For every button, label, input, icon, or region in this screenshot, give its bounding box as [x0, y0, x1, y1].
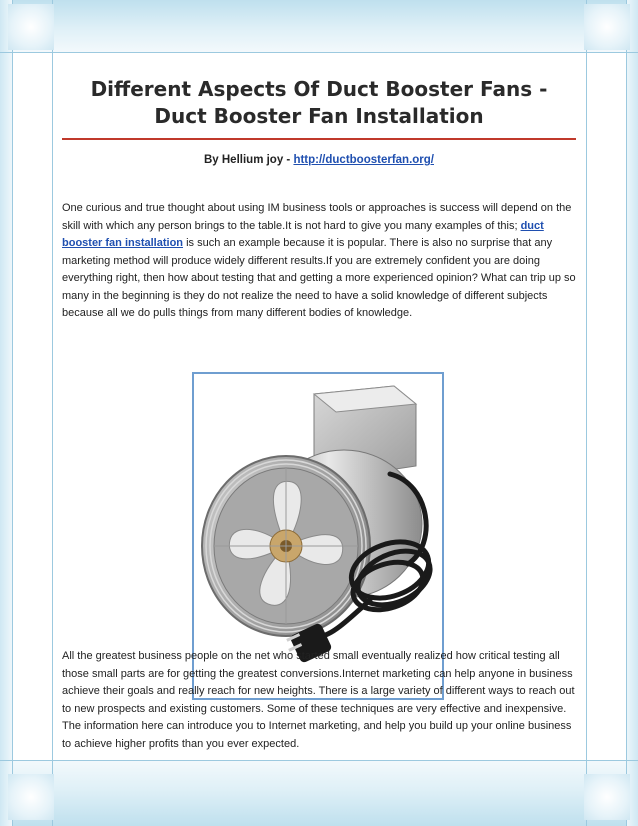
- frame-corner-ornament: [584, 4, 630, 50]
- page-frame-right: [626, 0, 638, 826]
- byline: [62, 154, 576, 166]
- page-frame-bottom: [0, 760, 638, 826]
- document-page: [62, 64, 576, 750]
- paragraph-2: All the greatest business people on the net who started small eventually realized how critical testing all those small parts are for getting the greatest conversions.Internet marketing can help anyone in business achieve their goals and really reach for new heights. There is a large variety of different ways to reach out to new prospects and existing customers. Some of these techniques are very effective and inexpensive. The information here can introduce you to Internet marketing, and help you build up your online business to achieve higher profits than you ever expected.: [62, 650, 575, 750]
- page-frame-top: [0, 0, 638, 52]
- frame-corner-ornament: [8, 774, 54, 820]
- page-frame-left: [0, 0, 12, 826]
- frame-line: [12, 0, 13, 826]
- frame-corner-ornament: [584, 774, 630, 820]
- frame-line: [0, 760, 638, 761]
- document-title: Different Aspects Of Duct Booster Fans - Duct Booster Fan Installation: [90, 77, 548, 128]
- inline-link[interactable]: duct booster fan installation: [62, 219, 544, 249]
- paragraph-1: [62, 200, 576, 323]
- frame-line: [626, 0, 627, 826]
- frame-line: [52, 0, 53, 826]
- frame-line: [586, 0, 587, 826]
- frame-corner-ornament: [8, 4, 54, 50]
- paragraph-1-text: One curious and true thought about using IM business tools or approaches is success will depend on the skill with which any person brings to the table.It is not hard to give you many examples of this;: [62, 202, 572, 232]
- title-rule: [62, 138, 576, 140]
- paragraph-1-text-cont: is such an example because it is popular. There is also no surprise that any marketing method will produce widely different results.If you are extremely confident you are doing everything right, then how about testing that and getting a more experienced opinion? What can trip up so many in the beginning is they do not realize the need to have a solid knowledge of different subjects because all we do pulls things from many different bodies of knowledge.: [62, 237, 576, 319]
- byline-link[interactable]: http://ductboosterfan.org/: [293, 154, 434, 166]
- byline-author: By Hellium joy -: [203, 154, 294, 166]
- frame-line: [0, 52, 638, 53]
